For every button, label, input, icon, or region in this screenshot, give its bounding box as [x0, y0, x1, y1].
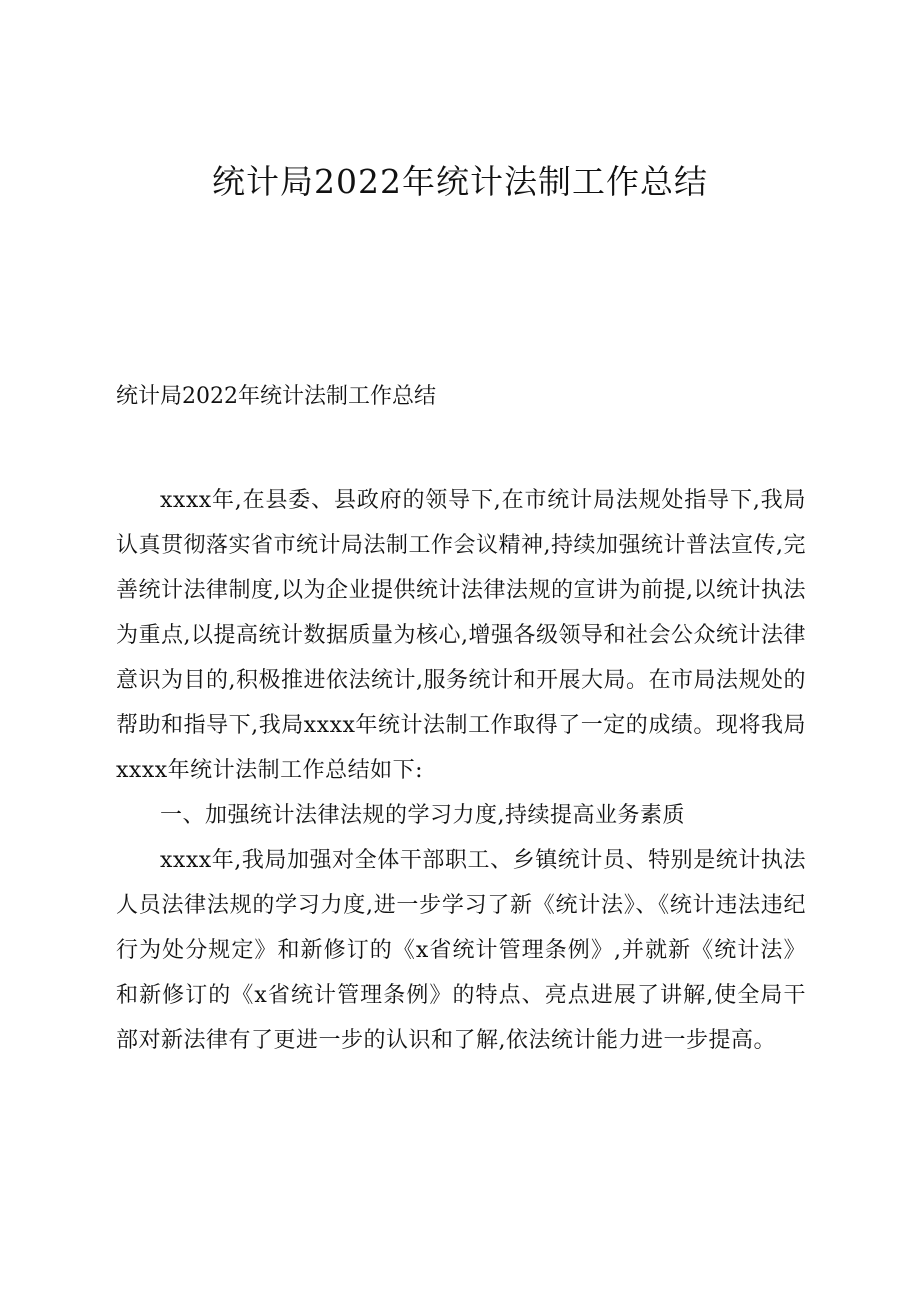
document-subtitle: 统计局2022年统计法制工作总结: [116, 384, 436, 409]
section-paragraph-1: xxxx年,我局加强对全体干部职工、乡镇统计员、特别是统计执法人员法律法规的学习力度,进一步学习了新《统计法》、《统计违法违纪行为处分规定》和新修订的《x省统计管理条例》,并就新《统计法》和新修订的《x省统计管理条例》的特点、亮点进展了讲解,使全局干部对新法律有了更进一步的认识和了解,依法统计能力进一步提高。: [116, 848, 806, 1053]
document-title: 统计局2022年统计法制工作总结: [212, 162, 708, 201]
document-body: [116, 478, 806, 1063]
intro-paragraph: xxxx年,在县委、县政府的领导下,在市统计局法规处指导下,我局认真贯彻落实省市统计局法制工作会议精神,持续加强统计普法宣传,完善统计法律制度,以为企业提供统计法律法规的宣讲为前提,以统计执法为重点,以提高统计数据质量为核心,增强各级领导和社会公众统计法律意识为目的,积极推进依法统计,服务统计和开展大局。在市局法规处的帮助和指导下,我局xxxx年统计法制工作取得了一定的成绩。现将我局 xxxx年统计法制工作总结如下:: [116, 488, 806, 783]
section-heading-1: 一、加强统计法律法规的学习力度,持续提高业务素质: [160, 803, 685, 828]
